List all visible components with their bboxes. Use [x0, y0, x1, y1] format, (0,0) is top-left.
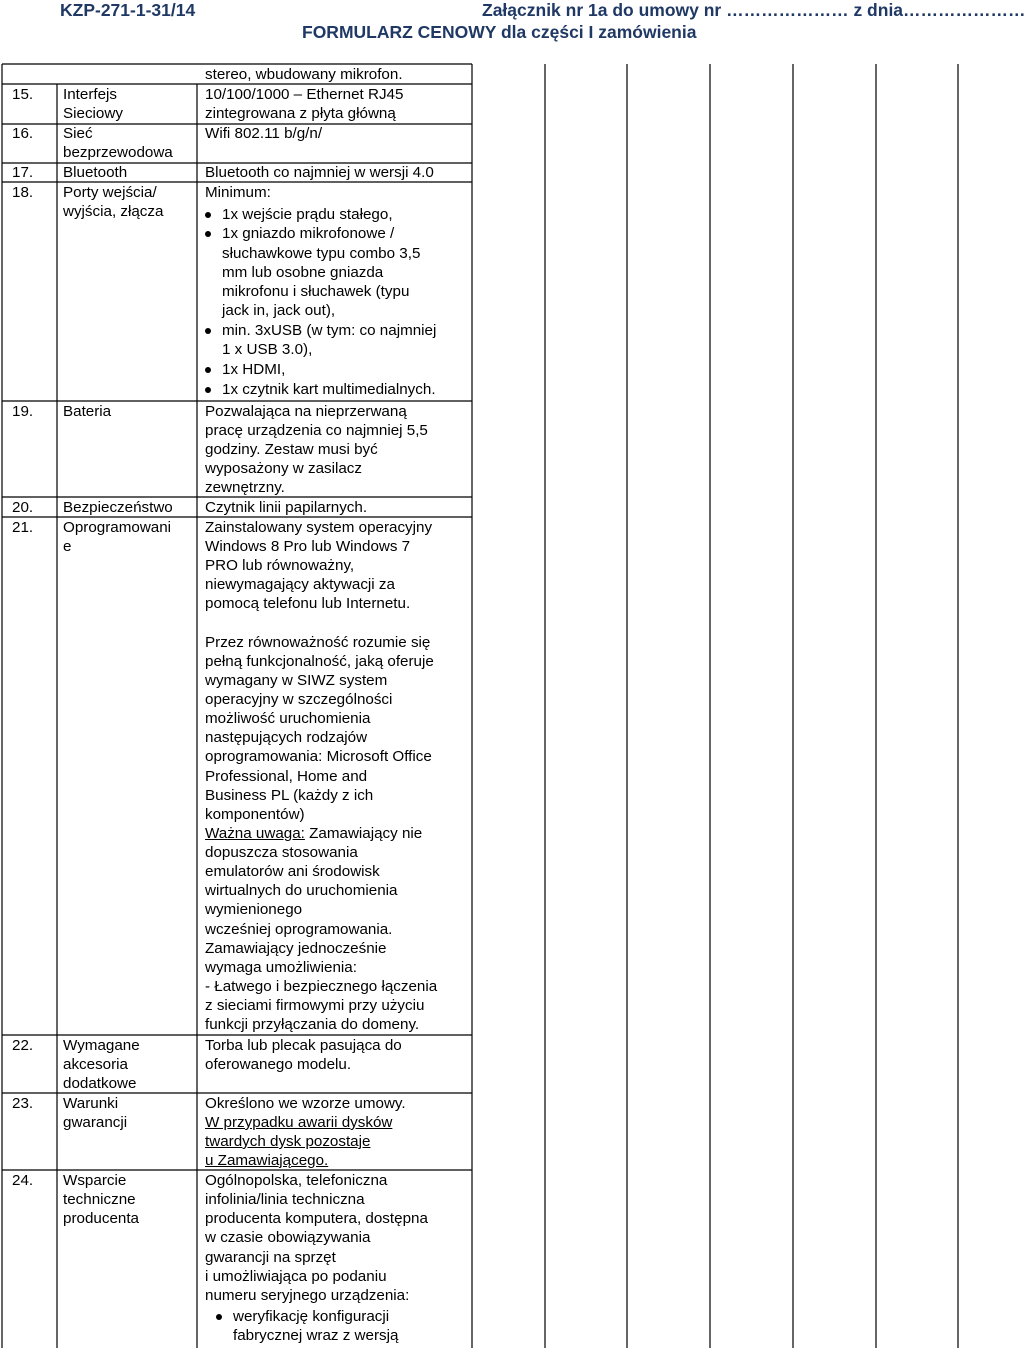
- row-24-name: techniczne: [63, 1191, 136, 1208]
- row-15-desc: 10/100/1000 – Ethernet RJ45: [205, 86, 404, 103]
- bullet-item: weryfikację konfiguracji: [233, 1308, 390, 1325]
- row-21-name: e: [63, 538, 72, 555]
- form-title: FORMULARZ CENOWY dla części I zamówienia: [302, 22, 697, 42]
- row-23-desc: Określono we wzorze umowy.: [205, 1095, 406, 1112]
- row-16-desc: Wifi 802.11 b/g/n/: [205, 125, 323, 142]
- row-21-note: - Łatwego i bezpiecznego łączenia: [205, 978, 438, 995]
- row-23-desc-underlined: W przypadku awarii dysków: [205, 1114, 393, 1131]
- row-24-desc: i umożliwiająca po podaniu: [205, 1268, 387, 1285]
- row-24-name: producenta: [63, 1210, 139, 1227]
- row-14-desc: stereo, wbudowany mikrofon.: [205, 66, 403, 83]
- bullet-item-cont: mm lub osobne gniazda: [222, 264, 384, 281]
- row-20-desc: Czytnik linii papilarnych.: [205, 499, 368, 516]
- row-21-equiv: oprogramowania: Microsoft Office: [205, 748, 432, 765]
- bullet-item: 1x wejście prądu stałego,: [222, 206, 393, 223]
- row-22-desc: oferowanego modelu.: [205, 1056, 352, 1073]
- bullet-item: min. 3xUSB (w tym: co najmniej: [222, 322, 437, 339]
- row-15-number: 15.: [12, 86, 34, 103]
- row-21-desc: pomocą telefonu lub Internetu.: [205, 595, 411, 612]
- row-24-desc: Ogólnopolska, telefoniczna: [205, 1172, 388, 1189]
- row-22-name: dodatkowe: [63, 1075, 137, 1092]
- row-15-name: Interfejs: [63, 86, 118, 103]
- row-18-desc: Minimum:: [205, 184, 271, 201]
- row-15-desc: zintegrowana z płyta główną: [205, 105, 396, 122]
- row-21-note: emulatorów ani środowisk: [205, 863, 380, 880]
- row-22-name: akcesoria: [63, 1056, 128, 1073]
- bullet-item: 1x czytnik kart multimedialnych.: [222, 381, 436, 398]
- row-21-name: Oprogramowani: [63, 519, 172, 536]
- row-18-name: wyjścia, złącza: [63, 203, 164, 220]
- row-22-name: Wymagane: [63, 1037, 140, 1054]
- row-19-desc: wyposażony w zasilacz: [205, 460, 362, 477]
- row-21-note: wcześniej oprogramowania.: [205, 921, 393, 938]
- row-20-number: 20.: [12, 499, 34, 516]
- row-21-note: wymaga umożliwienia:: [205, 959, 357, 976]
- row-24-desc: numeru seryjnego urządzenia:: [205, 1287, 410, 1304]
- row-22-desc: Torba lub plecak pasująca do: [205, 1037, 402, 1054]
- bullet-item-cont: mikrofonu i słuchawek (typu: [222, 283, 410, 300]
- row-17-desc: Bluetooth co najmniej w wersji 4.0: [205, 164, 434, 181]
- row-21-equiv: Business PL (każdy z ich: [205, 787, 374, 804]
- row-21-desc: niewymagający aktywacji za: [205, 576, 395, 593]
- row-21-equiv: komponentów): [205, 806, 305, 823]
- row-21-note: Zamawiający jednocześnie: [205, 940, 387, 957]
- row-24-desc: producenta komputera, dostępna: [205, 1210, 428, 1227]
- row-23-name: gwarancji: [63, 1114, 128, 1131]
- row-23-name: Warunki: [63, 1095, 119, 1112]
- row-20-name: Bezpieczeństwo: [63, 499, 173, 516]
- row-17-number: 17.: [12, 164, 34, 181]
- row-21-desc: PRO lub równoważny,: [205, 557, 355, 574]
- bullet-item-cont: fabrycznej wraz z wersją: [233, 1327, 399, 1344]
- row-23-number: 23.: [12, 1095, 34, 1112]
- row-16-name: Sieć: [63, 125, 93, 142]
- row-23-desc-underlined: twardych dysk pozostaje: [205, 1133, 371, 1150]
- row-19-desc: pracę urządzenia co najmniej 5,5: [205, 422, 428, 439]
- row-24-desc: w czasie obowiązywania: [205, 1229, 371, 1246]
- important-note-text: Zamawiający nie: [304, 825, 423, 842]
- row-23-desc-underlined: u Zamawiającego.: [205, 1152, 329, 1169]
- row-16-number: 16.: [12, 125, 34, 142]
- row-21-note: dopuszcza stosowania: [205, 844, 358, 861]
- row-24-desc: gwarancji na sprzęt: [205, 1249, 336, 1266]
- attachment-label: Załącznik nr 1a do umowy nr ………………… z dnia…………………: [482, 0, 1026, 20]
- row-21-desc: Zainstalowany system operacyjny: [205, 519, 433, 536]
- row-21-equiv: następujących rodzajów: [205, 729, 368, 746]
- important-note-label: Ważna uwaga:: [205, 825, 305, 842]
- row-21-desc: Windows 8 Pro lub Windows 7: [205, 538, 411, 555]
- row-21-note: wirtualnych do uruchomienia: [205, 882, 398, 899]
- row-21-equiv: Professional, Home and: [205, 768, 368, 785]
- row-21-note: funkcji przyłączania do domeny.: [205, 1016, 420, 1033]
- row-21-note: z sieciami firmowymi przy użyciu: [205, 997, 425, 1014]
- row-17-name: Bluetooth: [63, 164, 128, 181]
- row-24-name: Wsparcie: [63, 1172, 127, 1189]
- row-21-note: [205, 824, 422, 843]
- row-21-note: wymienionego: [205, 901, 303, 918]
- row-22-number: 22.: [12, 1037, 34, 1054]
- document-id: KZP-271-1-31/14: [60, 0, 196, 20]
- row-19-desc: Pozwalająca na nieprzerwaną: [205, 403, 407, 420]
- row-18-number: 18.: [12, 184, 34, 201]
- row-24-number: 24.: [12, 1172, 34, 1189]
- row-15-name: Sieciowy: [63, 105, 123, 122]
- row-19-desc: zewnętrzny.: [205, 479, 285, 496]
- row-24-desc: infolinia/linia techniczna: [205, 1191, 365, 1208]
- row-19-desc: godziny. Zestaw musi być: [205, 441, 378, 458]
- row-21-equiv: Przez równoważność rozumie się: [205, 634, 431, 651]
- bullet-item-cont: 1 x USB 3.0),: [222, 341, 313, 358]
- row-21-equiv: wymagany w SIWZ system: [205, 672, 388, 689]
- row-21-equiv: możliwość uruchomienia: [205, 710, 371, 727]
- bullet-item-cont: słuchawkowe typu combo 3,5: [222, 245, 421, 262]
- bullet-item: 1x HDMI,: [222, 361, 286, 378]
- row-19-name: Bateria: [63, 403, 112, 420]
- row-21-number: 21.: [12, 519, 34, 536]
- row-18-name: Porty wejścia/: [63, 184, 157, 201]
- row-16-name: bezprzewodowa: [63, 144, 173, 161]
- row-21-equiv: pełną funkcjonalność, jaką oferuje: [205, 653, 434, 670]
- row-19-number: 19.: [12, 403, 34, 420]
- row-21-equiv: operacyjny w szczególności: [205, 691, 393, 708]
- bullet-item: 1x gniazdo mikrofonowe /: [222, 225, 395, 242]
- bullet-item-cont: jack in, jack out),: [222, 302, 336, 319]
